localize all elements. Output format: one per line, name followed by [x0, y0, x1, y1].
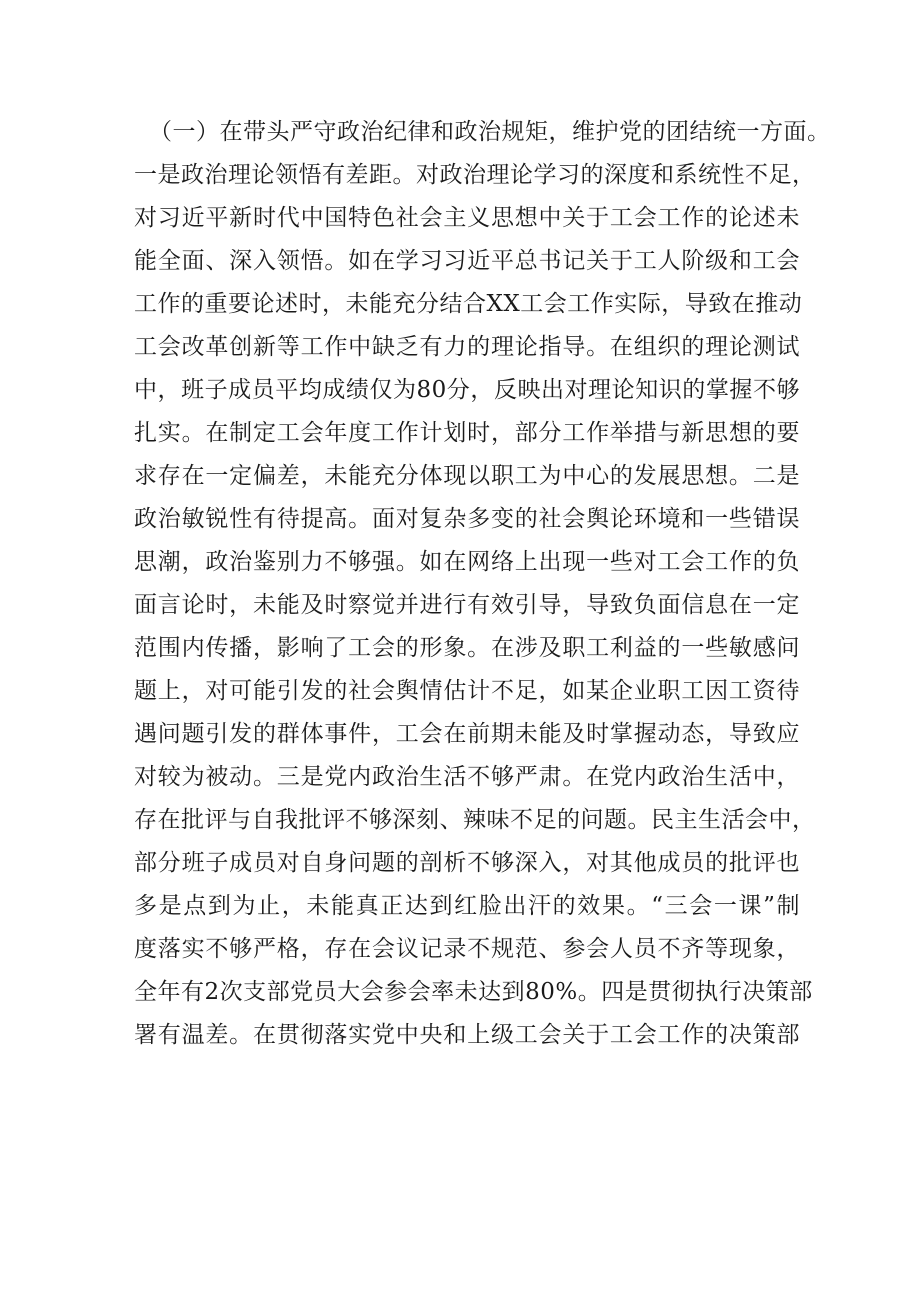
paragraph-line: 一是政治理论领悟有差距。对政治理论学习的深度和系统性不足， [134, 162, 816, 188]
paragraph-line: 范围内传播，影响了工会的形象。在涉及职工利益的一些敏感问 [134, 635, 800, 661]
paragraph-line: 对习近平新时代中国特色社会主义思想中关于工会工作的论述未 [134, 205, 800, 231]
paragraph-line: 对较为被动。三是党内政治生活不够严肃。在党内政治生活中， [134, 764, 800, 790]
paragraph-line: 面言论时，未能及时察觉并进行有效引导，导致负面信息在一定 [134, 592, 800, 618]
paragraph-line: 工会改革创新等工作中缺乏有力的理论指导。在组织的理论测试 [134, 334, 800, 360]
paragraph-line: 中，班子成员平均成绩仅为80分，反映出对理论知识的掌握不够 [134, 377, 800, 403]
paragraph-line: （一）在带头严守政治纪律和政治规矩，维护党的团结统一方面。 [149, 119, 831, 145]
paragraph-line: 遇问题引发的群体事件，工会在前期未能及时掌握动态，导致应 [134, 721, 800, 747]
body-paragraph [134, 111, 831, 1057]
paragraph-line: 存在批评与自我批评不够深刻、辣味不足的问题。民主生活会中， [134, 807, 816, 833]
paragraph-line: 思潮，政治鉴别力不够强。如在网络上出现一些对工会工作的负 [134, 549, 800, 575]
paragraph-line: 能全面、深入领悟。如在学习习近平总书记关于工人阶级和工会 [134, 248, 800, 274]
paragraph-line: 工作的重要论述时，未能充分结合XX工会工作实际，导致在推动 [134, 291, 803, 317]
paragraph-line: 求存在一定偏差，未能充分体现以职工为中心的发展思想。二是 [134, 463, 800, 489]
paragraph-line: 题上，对可能引发的社会舆情估计不足，如某企业职工因工资待 [134, 678, 800, 704]
paragraph-line: 部分班子成员对自身问题的剖析不够深入，对其他成员的批评也 [134, 850, 800, 876]
paragraph-line: 政治敏锐性有待提高。面对复杂多变的社会舆论环境和一些错误 [134, 506, 800, 532]
paragraph-line: 扎实。在制定工会年度工作计划时，部分工作举措与新思想的要 [134, 420, 800, 446]
paragraph-line: 多是点到为止，未能真正达到红脸出汗的效果。“三会一课”制 [134, 893, 800, 919]
paragraph-line: 全年有2次支部党员大会参会率未达到80%。四是贯彻执行决策部 [134, 979, 813, 1005]
paragraph-line: 度落实不够严格，存在会议记录不规范、参会人员不齐等现象， [134, 936, 800, 962]
paragraph-line: 署有温差。在贯彻落实党中央和上级工会关于工会工作的决策部 [134, 1022, 800, 1048]
